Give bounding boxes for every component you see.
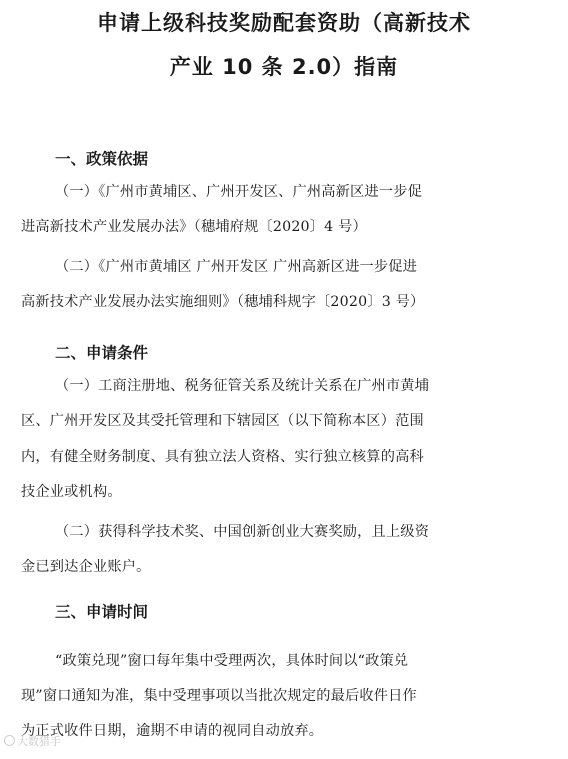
paragraph-line: 内，有健全财务制度、具有独立法人资格、实行独立核算的高科 [21, 449, 424, 465]
paragraph-line: （二）获得科学技术奖、中国创新创业大赛奖励，且上级资 [55, 524, 430, 540]
paragraph-line: （一）《广州市黄埔区、广州开发区、广州高新区进一步促 [55, 184, 422, 200]
paragraph-line: 区、广州开发区及其受托管理和下辖园区（以下简称本区）范围 [21, 413, 424, 429]
paragraph-line: （一）工商注册地、税务征管关系及统计关系在广州市黄埔 [55, 378, 430, 394]
watermark [4, 735, 61, 749]
paragraph-line: 高新技术产业发展办法实施细则》（穗埔科规字〔2020〕3 号） [21, 294, 425, 310]
logo-icon [4, 735, 15, 746]
watermark-text: 大数猎手 [17, 735, 61, 748]
section-heading-application-conditions: 二、申请条件 [55, 344, 149, 362]
section-heading-application-time: 三、申请时间 [55, 603, 149, 621]
paragraph-line: 现”窗口通知为准，集中受理事项以当批次规定的最后收件日作 [21, 688, 417, 704]
paragraph-line: （二）《广州市黄埔区 广州开发区 广州高新区进一步促进 [55, 259, 418, 275]
paragraph-line: 进高新技术产业发展办法》（穗埔府规〔2020〕4 号） [21, 219, 367, 235]
document-title-line-1: 申请上级科技奖励配套资助（高新技术 [97, 11, 471, 35]
section-heading-policy-basis: 一、政策依据 [55, 150, 149, 168]
paragraph-line: 技企业或机构。 [21, 484, 122, 500]
paragraph-line: 金已到达企业账户。 [21, 559, 151, 575]
document-title-line-2: 产业 10 条 2.0）指南 [169, 55, 399, 79]
paragraph-line: “政策兑现”窗口每年集中受理两次，具体时间以“政策兑 [55, 653, 409, 669]
paragraph-line: 为正式收件日期，逾期不申请的视同自动放弃。 [21, 723, 324, 739]
